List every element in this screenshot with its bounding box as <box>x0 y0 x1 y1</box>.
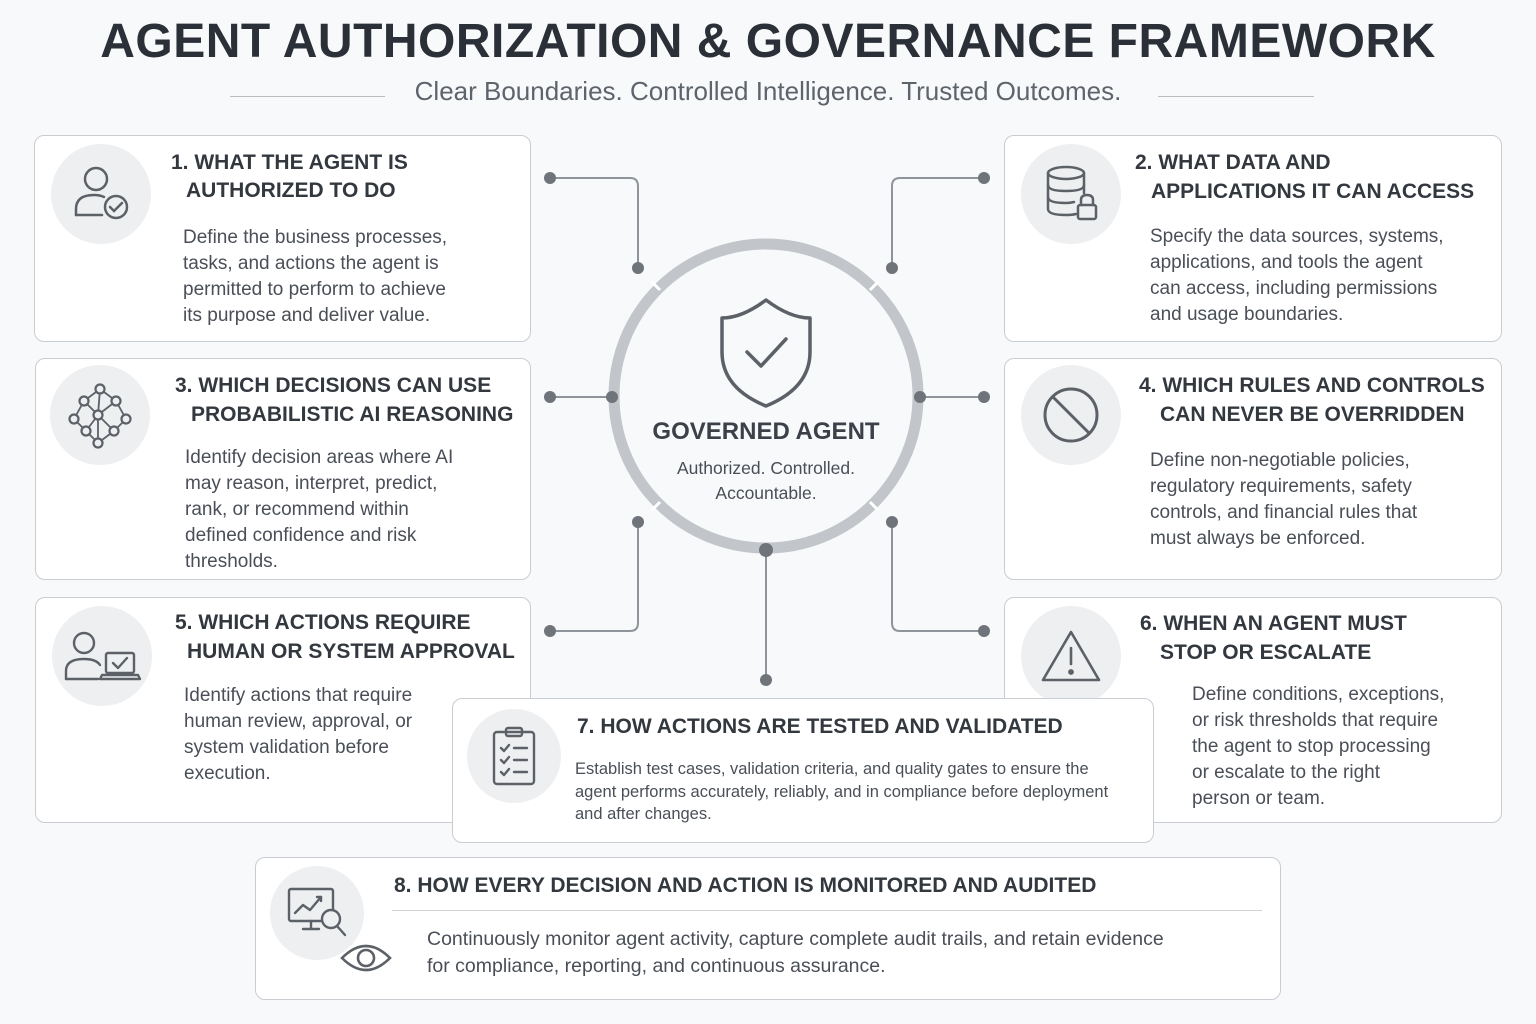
card-authorized-actions <box>34 135 531 342</box>
card-non-overridable-rules <box>1004 358 1502 580</box>
card-5-title-line2: HUMAN OR SYSTEM APPROVAL <box>187 640 515 663</box>
card-1-description: Define the business processes, tasks, and actions the agent is permitted to perform to achieve its purpose and deliver value. <box>183 227 448 326</box>
card-8-description: Continuously monitor agent activity, capture complete audit trails, and retain evidence for compliance, reporting, and continuous assurance. <box>427 928 1164 977</box>
connector-card-6 <box>892 522 984 631</box>
warning-icon <box>1021 606 1121 706</box>
card-2-title-line2: APPLICATIONS IT CAN ACCESS <box>1151 180 1475 203</box>
page-subtitle: Clear Boundaries. Controlled Intelligence. Trusted Outcomes. <box>414 76 1122 106</box>
page-title: AGENT AUTHORIZATION & GOVERNANCE FRAMEWORK <box>100 15 1436 68</box>
database-lock-icon <box>1021 144 1121 244</box>
prohibited-icon <box>1021 365 1121 465</box>
connector-card-5 <box>550 522 638 631</box>
card-2-description: Specify the data sources, systems, applications, and tools the agent can access, including permissions and usage boundaries. <box>1150 226 1444 325</box>
card-1-title-line2: AUTHORIZED TO DO <box>186 179 396 202</box>
card-6-title-line1: 6. WHEN AN AGENT MUST <box>1140 612 1407 635</box>
user-laptop-check-icon <box>52 606 152 706</box>
card-5-title-line1: 5. WHICH ACTIONS REQUIRE <box>175 611 471 634</box>
card-data-access <box>1004 135 1502 342</box>
connector-card-1 <box>550 178 638 268</box>
card-3-title-line1: 3. WHICH DECISIONS CAN USE <box>175 374 492 397</box>
card-2-title-line1: 2. WHAT DATA AND <box>1135 151 1331 174</box>
card-3-title-line2: PROBABILISTIC AI REASONING <box>191 403 514 426</box>
card-5-description: Identify actions that require human review, approval, or system validation before execution. <box>184 685 413 784</box>
card-6-title-line2: STOP OR ESCALATE <box>1160 641 1372 664</box>
user-check-icon <box>51 144 151 244</box>
card-3-description: Identify decision areas where AI may reason, interpret, predict, rank, or recommend within defined confidence and risk thresholds. <box>185 447 454 572</box>
card-8-title: 8. HOW EVERY DECISION AND ACTION IS MONITORED AND AUDITED <box>394 874 1097 897</box>
card-8-divider <box>392 910 1262 911</box>
card-4-title-line2: CAN NEVER BE OVERRIDDEN <box>1160 403 1465 426</box>
card-monitoring-audit <box>255 857 1281 1000</box>
card-4-description: Define non-negotiable policies, regulatory requirements, safety controls, and financial rules that must always be enforced. <box>1150 450 1418 549</box>
governed-agent-subtitle: Authorized. Controlled. Accountable. <box>676 458 856 503</box>
eye-icon <box>338 936 394 980</box>
clipboard-checklist-icon <box>467 709 561 803</box>
connector-card-2 <box>892 178 984 268</box>
card-7-description: Establish test cases, validation criteria, and quality gates to ensure the agent performs accurately, reliably, and in compliance before deployment and after changes. <box>575 760 1109 823</box>
card-7-title: 7. HOW ACTIONS ARE TESTED AND VALIDATED <box>577 715 1063 738</box>
card-probabilistic-reasoning <box>35 358 531 580</box>
governed-agent-title: GOVERNED AGENT <box>652 418 880 445</box>
card-testing-validation <box>452 698 1154 843</box>
network-icon <box>50 365 150 465</box>
card-4-title-line1: 4. WHICH RULES AND CONTROLS <box>1139 374 1485 397</box>
shield-check-icon <box>722 300 810 406</box>
card-1-title-line1: 1. WHAT THE AGENT IS <box>171 151 408 174</box>
card-6-description: Define conditions, exceptions, or risk thresholds that require the agent to stop processing or escalate to the right person or team. <box>1192 684 1445 809</box>
